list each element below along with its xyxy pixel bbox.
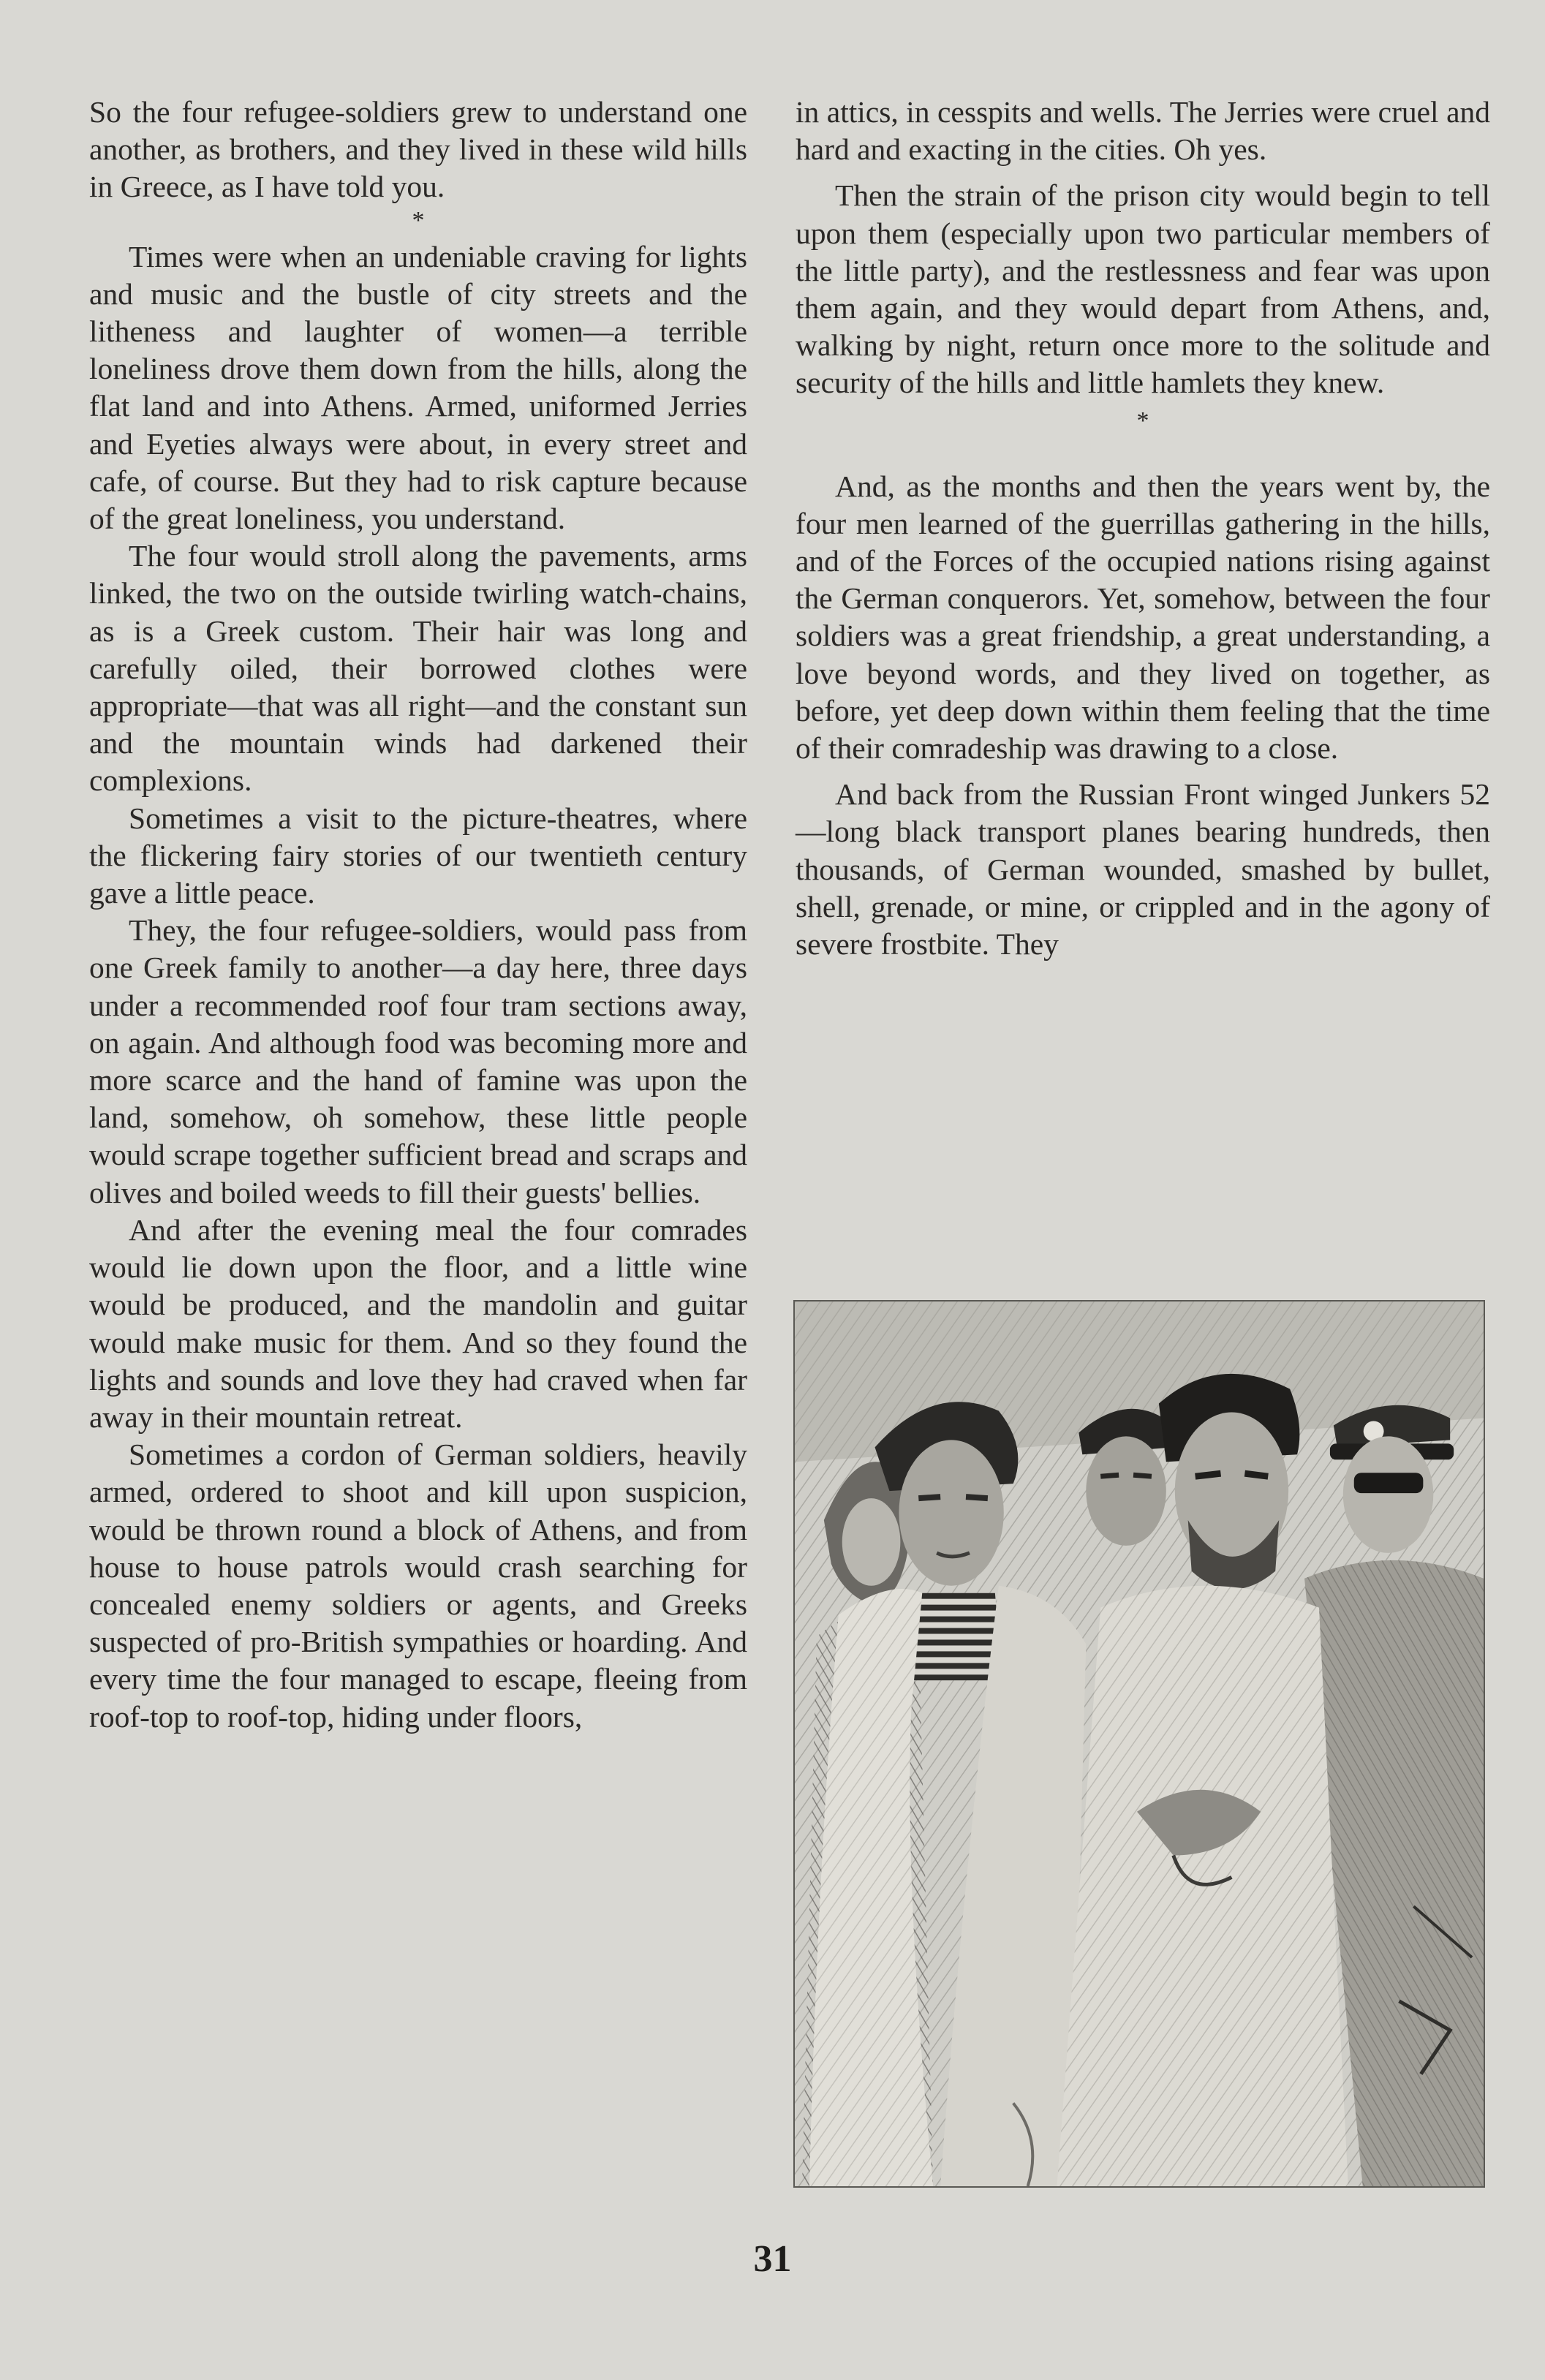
section-separator: * bbox=[412, 206, 425, 234]
right-text-column bbox=[796, 94, 1490, 963]
paragraph: They, the four refugee-soldiers, would pass from one Greek family to another—a day here, three days under a recommended roof four tram sections away, on again. And although food was becoming more and more scarce and the hand of famine was upon the land, somehow, oh somehow, these little people would scrape together sufficient bread and scraps and olives and boiled weeds to fill their guests' bellies. bbox=[89, 913, 747, 1209]
paragraph: Then the strain of the prison city would begin to tell upon them (especially upon two particular members of the little party), and the restlessness and fear was upon them again, and they would depart from Athens, and, walking by night, return once more to the solitude and security of the hills and little hamlets they knew. bbox=[796, 178, 1490, 400]
paragraph: And back from the Russian Front winged Junkers 52—long black transport planes bearing hundreds, then thousands, of German wounded, smashed by bullet, shell, grenade, or mine, or crippled and in the agony of severe frostbite. They bbox=[796, 777, 1490, 962]
paragraph: Sometimes a visit to the picture-theatres, where the flickering fairy stories of our twentieth century gave a little peace. bbox=[89, 801, 747, 910]
paragraph: Sometimes a cordon of German soldiers, heavily armed, ordered to shoot and kill upon suspicion, would be thrown round a block of Athens, and from house to house patrols would crash searching for concealed enemy soldiers or agents, and Greeks suspected of pro-British sympathies or hoarding. And every time the four managed to escape, fleeing from roof-top to roof-top, hiding under floors, bbox=[89, 1438, 747, 1734]
paragraph: So the four refugee-soldiers grew to understand one another, as brothers, and they lived in these wild hills in Greece, as I have told you. bbox=[89, 95, 747, 204]
paragraph: And, as the months and then the years went by, the four men learned of the guerrillas gathering in the hills, and of the Forces of the occupied nations rising against the German conquerors. Yet, somehow, between the four soldiers was a great friendship, a great understanding, a love beyond words, and they lived on together, as before, yet deep down within them feeling that the time of their comradeship was drawing to a close. bbox=[796, 469, 1490, 766]
section-separator: * bbox=[1136, 407, 1149, 434]
paragraph: Times were when an undeniable craving for lights and music and the bustle of city streets and the litheness and laughter of women—a terrible loneliness drove them down from the hills, along the flat land and into Athens. Armed, uniformed Jerries and Eyeties always were about, in every street and cafe, of course. But they had to risk capture because of the great loneliness, you understand. bbox=[89, 239, 747, 536]
illustration-four-soldiers-and-officer bbox=[793, 1300, 1485, 2188]
paragraph: The four would stroll along the pavements, arms linked, the two on the outside twirling watch-chains, as is a Greek custom. Their hair was long and carefully oiled, their borrowed clothes were appropriate—that was all right—and the constant sun and the mountain winds had darkened their complexions. bbox=[89, 539, 747, 798]
left-text-column bbox=[89, 94, 747, 1736]
illustration-drawing bbox=[795, 1302, 1484, 2186]
page-number: 31 bbox=[753, 2238, 792, 2280]
paragraph: And after the evening meal the four comrades would lie down upon the floor, and a little wine would be produced, and the mandolin and guitar would make music for them. And so they found the lights and sounds and love they had craved when far away in their mountain retreat. bbox=[89, 1212, 747, 1434]
paragraph: in attics, in cesspits and wells. The Jerries were cruel and hard and exacting in the cities. Oh yes. bbox=[796, 95, 1490, 167]
